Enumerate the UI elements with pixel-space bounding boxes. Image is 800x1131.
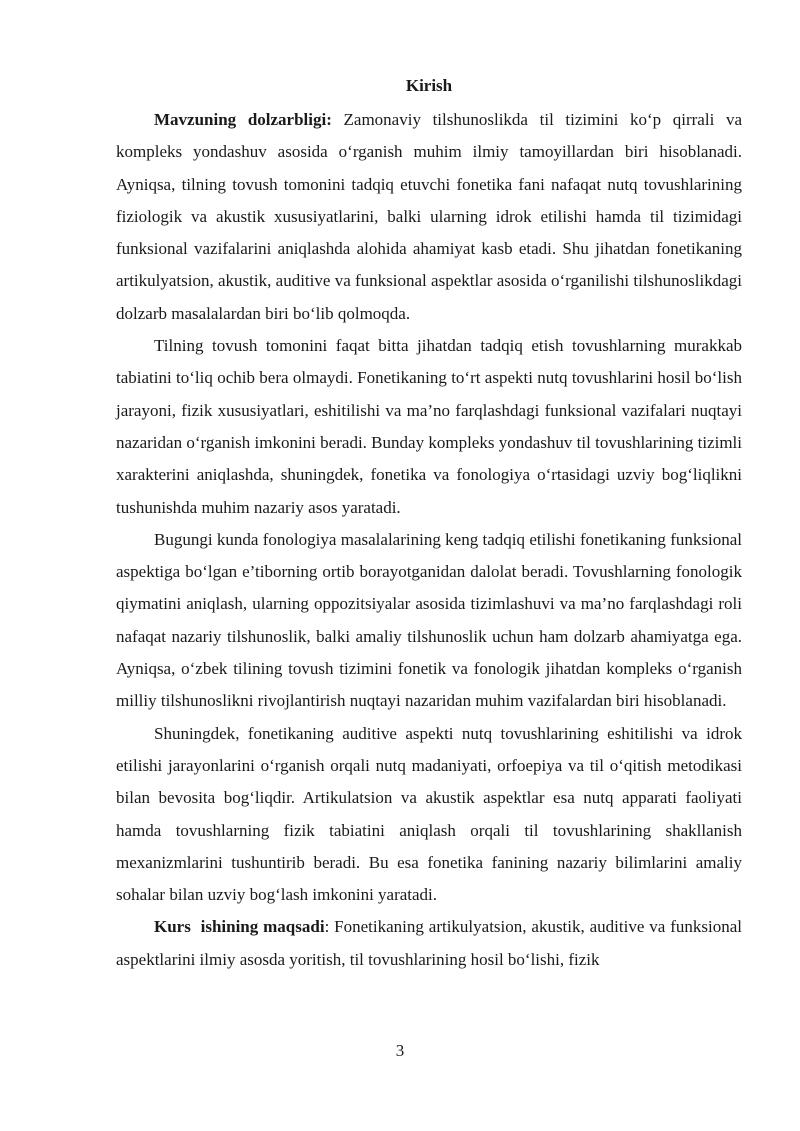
paragraph-text: Zamonaviy tilshunoslikda til tizimini ko‘p qirrali va kompleks yondashuv asosida o‘rganish muhim ilmiy tamoyillardan biri hisoblanadi. Ayniqsa, tilning tovush tomonini tadqiq etuvchi fonetika fani nafaqat nutq tovushlarining fiziologik va akustik xususiyatlarini, balki ularning idrok etilishi hamda til tizimidagi funksional vazifalarini aniqlashda alohida ahamiyat kasb etadi. Shu jihatdan fonetikaning artikulyatsion, akustik, auditive va funksional aspektlar asosida o‘rganilishi tilshunoslikdagi dolzarb masalalardan biri bo‘lib qolmoqda. xyxy=(116,110,742,323)
paragraph-relevance xyxy=(116,104,742,330)
paragraph-text: Tilning tovush tomonini faqat bitta jihatdan tadqiq etish tovushlarning murakkab tabiatini to‘liq ochib bera olmaydi. Fonetikaning to‘rt aspekti nutq tovushlarini hosil bo‘lish jarayoni, fizik xususiyatlari, eshitilishi va ma’no farqlashdagi funksional vazifalari nuqtayi nazaridan o‘rganish imkonini beradi. Bunday kompleks yondashuv til tovushlarining tizimli xarakterini aniqlashda, shuningdek, fonetika va fonologiya o‘rtasidagi uzviy bog‘liqlikni tushunishda muhim nazariy asos yaratadi. xyxy=(116,336,742,517)
paragraph-text: Bugungi kunda fonologiya masalalarining keng tadqiq etilishi fonetikaning funksional aspektiga bo‘lgan e’tiborning ortib borayotganidan dalolat beradi. Tovushlarning fonologik qiymatini aniqlash, ularning oppozitsiyalar asosida tizimlashuvi va ma’no farqlashdagi roli nafaqat nazariy tilshunoslik, balki amaliy tilshunoslik uchun ham dolzarb ahamiyatga ega. Ayniqsa, o‘zbek tilining tovush tizimini fonetik va fonologik jihatdan kompleks o‘rganish milliy tilshunoslikni rivojlantirish nuqtayi nazaridan muhim vazifalardan biri hisoblanadi. xyxy=(116,529,742,711)
paragraph xyxy=(116,718,742,912)
document-page xyxy=(116,66,742,976)
paragraph-text: Shuningdek, fonetikaning auditive aspekti nutq tovushlarining eshitilishi va idrok etilishi jarayonlarini o‘rganish orqali nutq madaniyati, orfoepiya va til o‘qitish metodikasi bilan bevosita bog‘liqdir. Artikulatsion va akustik aspektlar esa nutq apparati faoliyati hamda tovushlarning fizik tabiatini aniqlash orqali til tovushlarining shakllanish mexanizmlarini tushuntirib beradi. Bu esa fonetika fanining nazariy bilimlarini amaliy sohalar bilan uzviy bog‘lash imkonini yaratadi. xyxy=(116,723,742,905)
paragraph xyxy=(116,524,742,718)
paragraph xyxy=(116,330,742,524)
paragraph-text: : Fonetikaning artikulyatsion, akustik, auditive va funksional aspektlarini ilmiy asosda yoritish, til tovushlarining hosil bo‘lishi, fizik xyxy=(116,917,742,969)
section-title: Kirish xyxy=(405,76,453,95)
paragraph-lead: Kurs ishining maqsadi xyxy=(154,917,325,937)
paragraph-lead: Mavzuning dolzarbligi: xyxy=(154,110,332,129)
paragraph-goal xyxy=(116,911,742,976)
page-number: 3 xyxy=(395,1041,405,1060)
